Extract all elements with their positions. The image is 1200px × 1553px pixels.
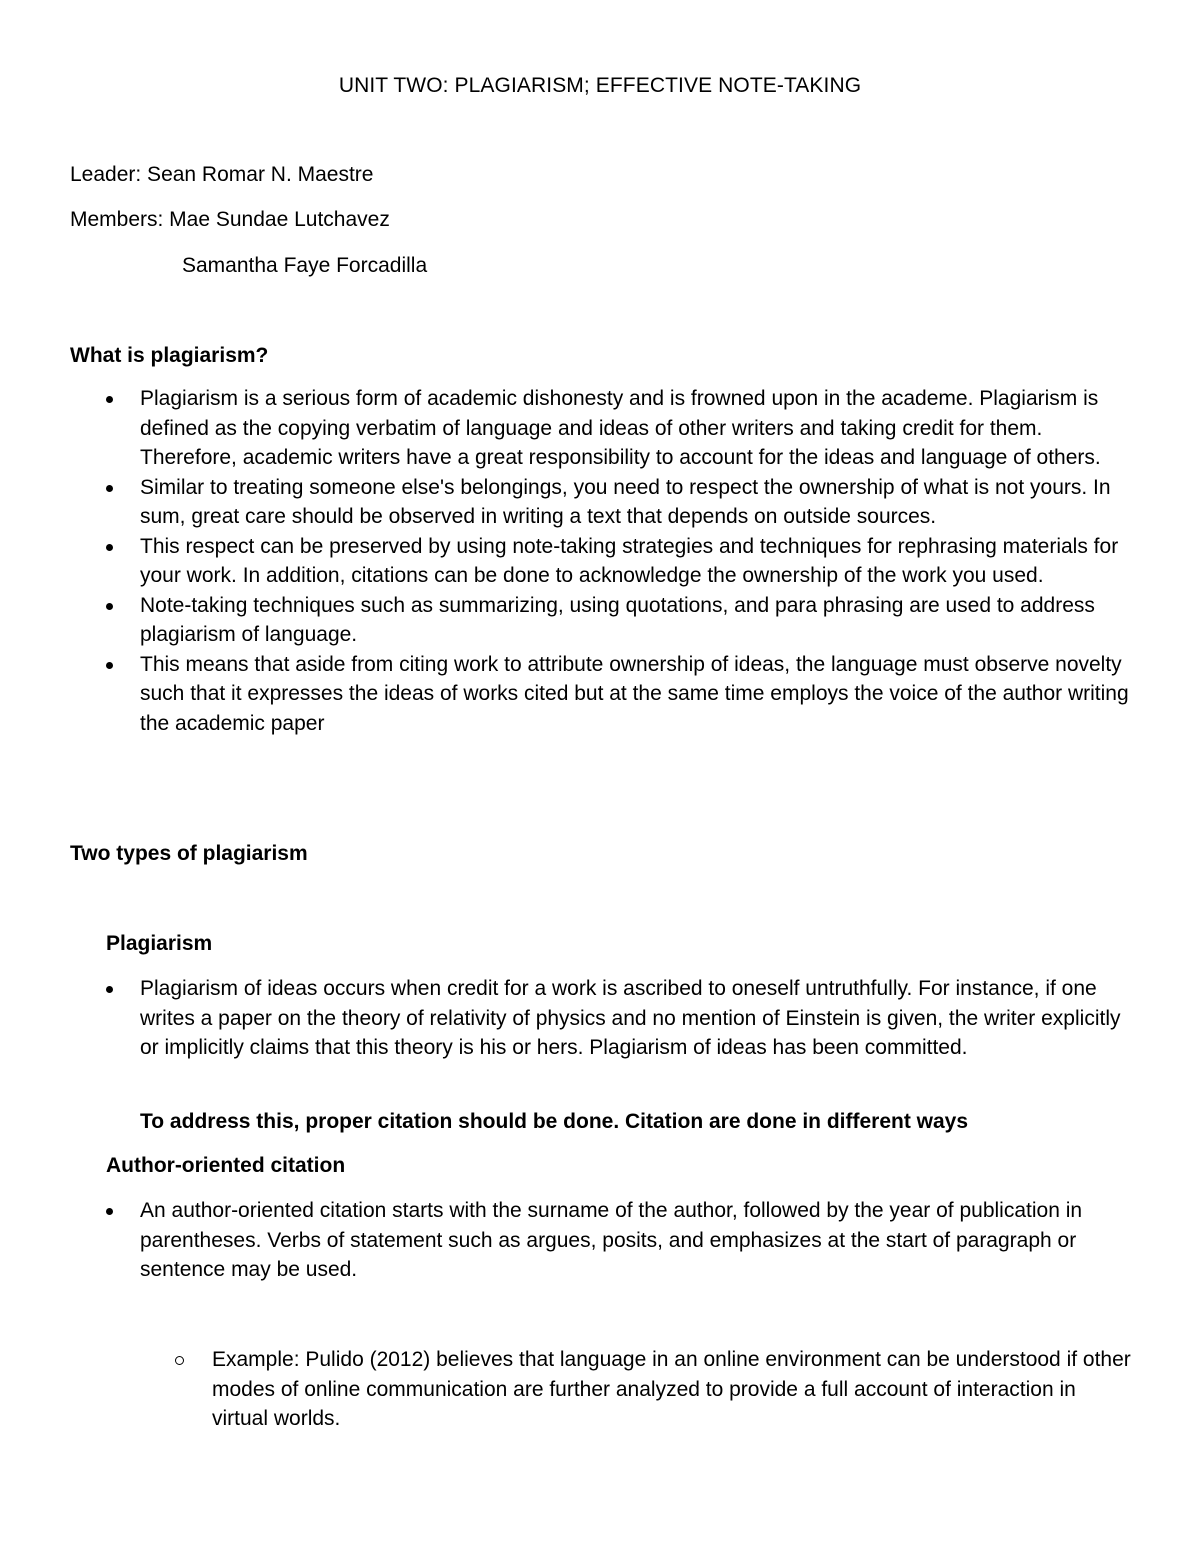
list-item [70, 974, 1130, 1063]
list-item-text: This respect can be preserved by using note-taking strategies and techniques for rephrasing materials for your work. In addition, citations can be done to acknowledge the ownership of the work you used. [140, 534, 1119, 587]
bullet-icon [106, 603, 113, 610]
list-item [70, 650, 1140, 739]
bullet-icon [106, 396, 113, 403]
member-name: Samantha Faye Forcadilla [182, 254, 428, 277]
list-item-text: Plagiarism is a serious form of academic dishonesty and is frowned upon in the academe. Plagiarism is defined as the copying verbatim of language and ideas of other writers and taking credit for them. Therefore, academic writers have a great responsibility to account for the ideas and language of others. [140, 387, 1101, 469]
leader-line: Leader: Sean Romar N. Maestre [70, 163, 374, 186]
section-heading-two-types: Two types of plagiarism [70, 842, 308, 865]
list-item [70, 591, 1140, 650]
list-item-text: Plagiarism of ideas occurs when credit for a work is ascribed to oneself untruthfully. For instance, if one writes a paper on the theory of relativity of physics and no mention of Einstein is given, the writer explicitly or implicitly claims that this theory is his or hers. Plagiarism of ideas has been committed. [140, 977, 1121, 1059]
members-line: Members: Mae Sundae Lutchavez [70, 208, 390, 231]
hollow-bullet-icon [175, 1356, 184, 1365]
section-heading-what-is-plagiarism: What is plagiarism? [70, 344, 269, 367]
document-title: UNIT TWO: PLAGIARISM; EFFECTIVE NOTE-TAKING [338, 74, 862, 97]
subheading-plagiarism: Plagiarism [106, 932, 213, 955]
bullet-icon [106, 485, 113, 492]
list-item-text: Example: Pulido (2012) believes that language in an online environment can be understood if other modes of online communication are further analyzed to provide a full account of interaction in virtual worlds. [212, 1348, 1131, 1430]
list-item-text: Note-taking techniques such as summarizing, using quotations, and para phrasing are used to address plagiarism of language. [140, 593, 1095, 646]
list-item-text: Similar to treating someone else's belongings, you need to respect the ownership of what is not yours. In sum, great care should be observed in writing a text that depends on outside sources. [140, 475, 1111, 528]
citation-note: To address this, proper citation should be done. Citation are done in different ways [140, 1110, 969, 1133]
example-sub-list [142, 1345, 1132, 1434]
bullet-icon [106, 544, 113, 551]
plagiarism-ideas-list [70, 974, 1130, 1063]
list-item [70, 384, 1140, 473]
bullet-icon [106, 662, 113, 669]
list-item [70, 473, 1140, 532]
list-item [70, 1196, 1130, 1285]
list-item-text: An author-oriented citation starts with the surname of the author, followed by the year of publication in parentheses. Verbs of statement such as argues, posits, and emphasizes at the start of paragraph or sentence may be used. [140, 1199, 1083, 1281]
bullet-icon [106, 986, 113, 993]
section-heading-author-oriented: Author-oriented citation [106, 1154, 346, 1177]
list-item-text: This means that aside from citing work to attribute ownership of ideas, the language must observe novelty such that it expresses the ideas of works cited but at the same time employs the voice of the author writing the academic paper [140, 652, 1129, 735]
author-citation-list [70, 1196, 1130, 1285]
list-item [142, 1345, 1132, 1434]
bullet-icon [106, 1208, 113, 1215]
list-item [70, 532, 1140, 591]
plagiarism-bullet-list [70, 384, 1140, 738]
